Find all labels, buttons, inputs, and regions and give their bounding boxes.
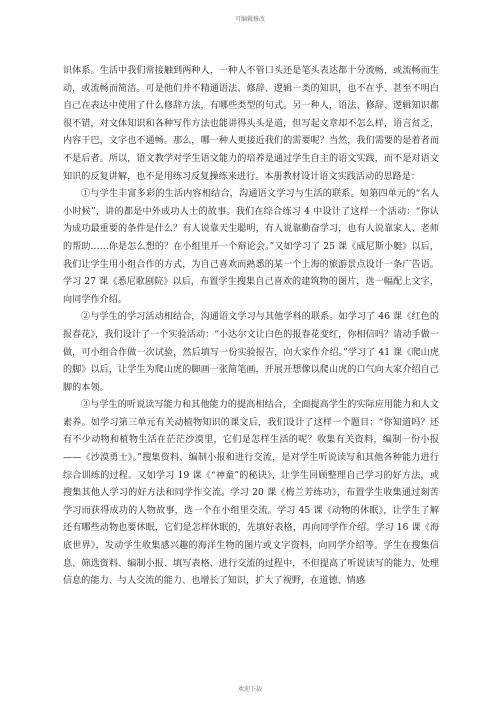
document-body — [63, 63, 439, 591]
paragraph-point-2: ②与学生的学习活动相结合，沟通语文学习与其他学科的联系。如学习了 46 课《红色的报春花》，我们设计了一个实验活动：“小达尔文让白色的报春花变红，你相信吗？请动手做一做，可小组合作做一次试验，然后填写一份实验报告，向大家作介绍。”学习了 41 课《爬山虎的脚》以后，让学生为爬山虎的脚画一张简笔画，并展开想像以爬山虎的口气向大家介绍自己脚的本领。 — [63, 312, 439, 393]
page-footer: 欢迎下载 — [237, 686, 262, 693]
paragraph-intro: 识体系。生活中我们常接触到两种人，一种人不管口头还是笔头表达都十分流畅，或流畅而生动，或流畅而简洁。可是他们并不精通语法、修辞、逻辑一类的知识，也不在乎、甚至不明白自己在表达中使用了什么修辞方法，有哪些类型的句式。另一种人，语法、修辞、逻辑知识都很不错，对文体知识和各种写作方法也能讲得头头是道，但写起文章却不怎么样，语言贫乏，内容干巴，文字也不通畅。那么，哪一种人更接近我们的需要呢？当然，我们需要的是着者而不是后者。所以，语文教学对学生语文能力的培养是通过学生自主的语文实践，而不是对语文知识的反复讲解，也不是用练习反复操练来进行。本册教材设计语文实践活动的思路是： — [63, 66, 439, 182]
page-header: 可编辑修改 — [234, 16, 265, 23]
paragraph-point-3: ③与学生的听说读写能力和其他能力的提高相结合，全面提高学生的实际应用能力和人文素养。如学习第三单元有关动植物知识的课文后，我们设计了这样一个题目：“你知道吗？还有不少动物和植物生活在茫茫沙漠里，它们是怎样生活的呢？收集有关资料，编制一份小报——《沙漠勇士》。”搜集资料、编制小报和进行交流，是对学生听说读写和其他各种能力进行综合训练的过程。又如学习 19 课《“神童”的秘诀》，让学生回顾整理自己学习的好方法，或搜集其他人学习的好方法和同学作交流。学习 20 课《梅兰芳练功》，布置学生收集通过刻苦学习而获得成功的人物故事，选一个在小组里交流。学习 45 课《动物的休眠》，让学生了解还有哪些动物也要休眠，它们是怎样休眠的，先填好表格，再向同学作介绍。学习 16 课《海底世界》，发动学生收集感兴趣的海洋生物的图片或文字资料，向同学介绍等。学生在搜集信息、筛选资料、编制小报、填写表格、进行交流的过程中，不但提高了听说读写的能力、处理信息的能力、与人交流的能力、也增长了知识，扩大了视野，在道德、情感 — [63, 400, 439, 587]
paragraph-point-1: ①与学生丰富多彩的生活内容相结合，沟通语文学习与生活的联系。如第四单元的“名人小时候”，讲的都是中外成功人士的故事。我们在综合练习 4 中设计了这样一个活动：“你认为成功最重要的条件是什么？有人说靠天生聪明，有人说靠勤奋学习，也有人说靠家人、老师的帮助……你是怎么想的？在小组里开一个辩论会。”又如学习了 25 课《威尼斯小艇》以后，我们让学生用小组合作的方式，为自己喜欢而熟悉的某一个上海的旅游景点设计一条广告语。学习 27 课《悉尼歌剧院》以后，布置学生搜集自己喜欢的建筑物的图片，选一幅配上文字，向同学作介绍。 — [63, 189, 439, 305]
